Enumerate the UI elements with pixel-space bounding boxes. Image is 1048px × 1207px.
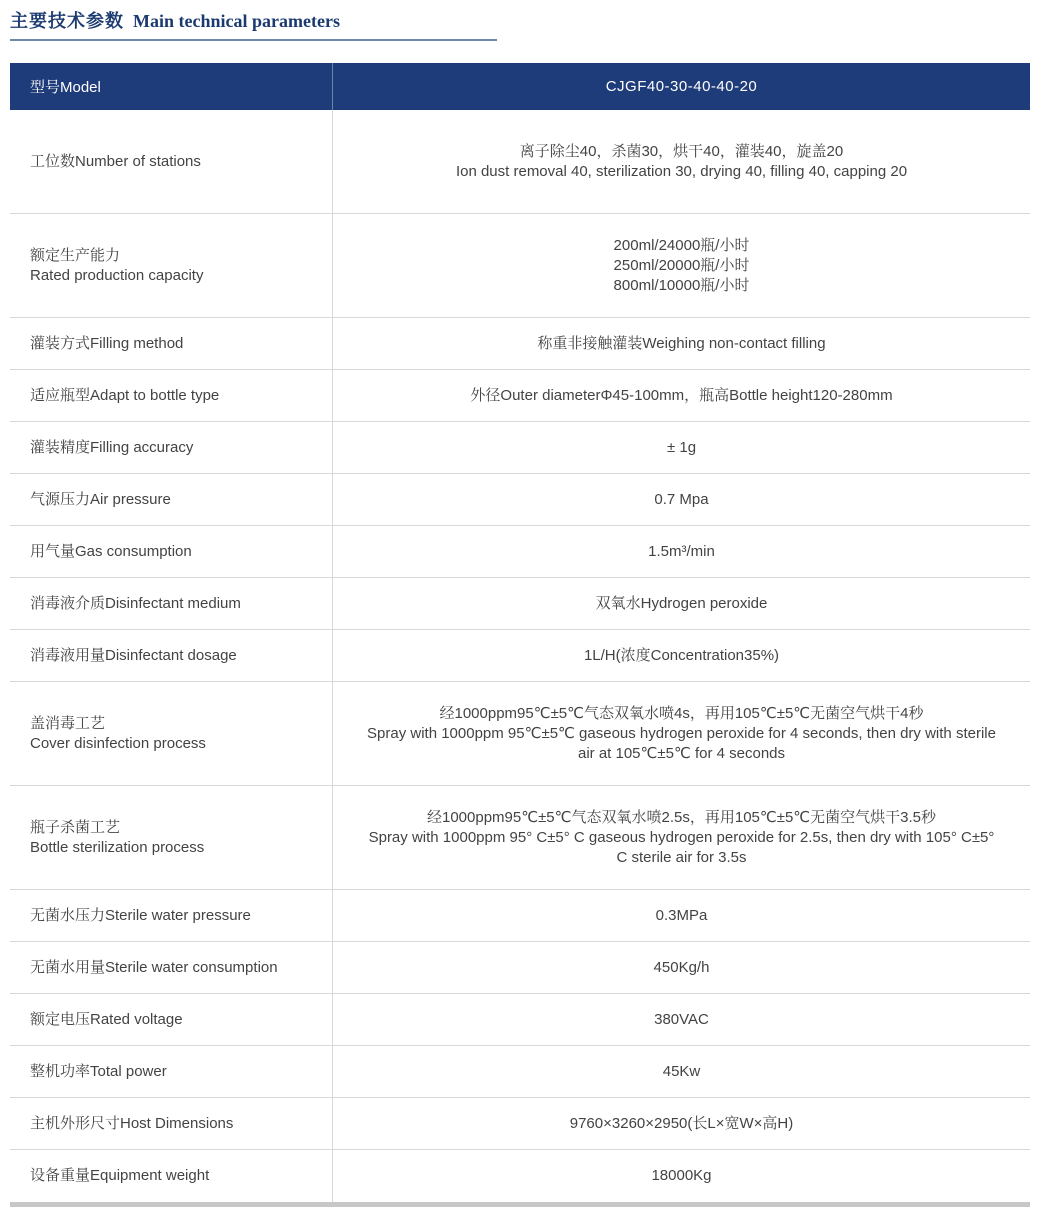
parameter-label-line: 消毒液用量Disinfectant dosage [30, 646, 237, 664]
parameter-label-line: 无菌水压力Sterile water pressure [30, 906, 251, 924]
page-title-line [10, 10, 1030, 32]
parameter-label-cell [10, 994, 333, 1045]
parameter-value-cell [333, 1046, 1030, 1097]
parameter-label-cell [10, 578, 333, 629]
parameter-label-line: 工位数Number of stations [30, 152, 201, 170]
table-bottom-bar [10, 1202, 1030, 1207]
parameter-value-cell [333, 630, 1030, 681]
parameter-value-line: 外径Outer diameterΦ45-100mm，瓶高Bottle height120-280mm [470, 386, 893, 404]
table-row [10, 214, 1030, 318]
table-row [10, 786, 1030, 890]
parameter-value-cell [333, 1098, 1030, 1149]
parameter-label-cell [10, 526, 333, 577]
parameter-label-line: 盖消毒工艺 [30, 714, 106, 732]
page-title [10, 8, 1030, 41]
parameter-label-line: 灌装方式Filling method [30, 334, 184, 352]
parameter-label-cell [10, 942, 333, 993]
page-title-zh: 主要技术参数 [10, 11, 124, 31]
parameter-label-line: 气源压力Air pressure [30, 490, 171, 508]
parameter-label-cell [10, 890, 333, 941]
parameter-value-cell [333, 890, 1030, 941]
parameter-label-cell [10, 318, 333, 369]
parameter-label-line: 用气量Gas consumption [30, 542, 192, 560]
parameter-label-cell [10, 682, 333, 785]
parameter-label-line: 适应瓶型Adapt to bottle type [30, 386, 220, 404]
parameter-label-line: 无菌水用量Sterile water consumption [30, 958, 278, 976]
table-row [10, 1150, 1030, 1202]
parameter-value-line: 45Kw [662, 1062, 701, 1080]
parameter-value-line: 450Kg/h [653, 958, 710, 976]
table-row [10, 890, 1030, 942]
parameter-value-line: ± 1g [666, 438, 697, 456]
table-row [10, 318, 1030, 370]
table-row [10, 1046, 1030, 1098]
parameter-value-line: 1L/H(浓度Concentration35%) [583, 646, 780, 664]
parameter-value-cell [333, 942, 1030, 993]
parameter-label-cell [10, 786, 333, 889]
parameter-value-line: 9760×3260×2950(长L×宽W×高H) [569, 1114, 794, 1132]
parameter-value-line: 250ml/20000瓶/小时 [613, 256, 750, 274]
table-row [10, 526, 1030, 578]
table-row [10, 110, 1030, 214]
parameter-label-line: Bottle sterilization process [30, 838, 205, 856]
parameter-label-line: 主机外形尺寸Host Dimensions [30, 1114, 234, 1132]
table-row [10, 630, 1030, 682]
parameter-label-line: 额定生产能力 [30, 246, 121, 264]
page-title-en: Main technical parameters [133, 11, 340, 31]
parameter-label-cell [10, 1150, 333, 1202]
parameter-value-line: 380VAC [654, 1010, 709, 1028]
parameter-value-line: 800ml/10000瓶/小时 [613, 276, 750, 294]
parameter-value-line: Ion dust removal 40, sterilization 30, drying 40, filling 40, capping 20 [455, 162, 908, 180]
table-row [10, 682, 1030, 786]
parameter-label-line: Rated production capacity [30, 266, 204, 284]
parameter-value-line: 200ml/24000瓶/小时 [613, 236, 750, 254]
parameter-label-line: 灌装精度Filling accuracy [30, 438, 194, 456]
parameter-label-cell [10, 474, 333, 525]
parameter-value-line: 离子除尘40，杀菌30，烘干40，灌装40，旋盖20 [519, 142, 844, 160]
table-row [10, 422, 1030, 474]
parameter-value-cell [333, 110, 1030, 213]
parameter-value-line: 称重非接触灌装Weighing non-contact filling [537, 334, 826, 352]
parameter-value-line: Spray with 1000ppm 95° C±5° C gaseous hydrogen peroxide for 2.5s, then dry with 105° C±5° C sterile air for 3.5s [368, 828, 995, 866]
parameters-table [10, 63, 1030, 1207]
parameter-value-cell [333, 318, 1030, 369]
parameter-label-line: 额定电压Rated voltage [30, 1010, 183, 1028]
table-header-row [10, 63, 1030, 110]
table-row [10, 942, 1030, 994]
model-header-cell: 型号Model [10, 63, 333, 110]
table-row [10, 578, 1030, 630]
parameter-value-line: 双氧水Hydrogen peroxide [595, 594, 768, 612]
title-underline [10, 39, 497, 41]
parameter-value-line: 0.3MPa [655, 906, 708, 924]
parameter-value-line: 1.5m³/min [648, 542, 715, 560]
model-number-cell: CJGF40-30-40-40-20 [605, 78, 758, 95]
parameter-label-cell [10, 1098, 333, 1149]
parameter-value-cell [333, 422, 1030, 473]
parameter-label-cell [10, 110, 333, 213]
parameter-label-line: 瓶子杀菌工艺 [30, 818, 121, 836]
table-row [10, 370, 1030, 422]
table-body [10, 110, 1030, 1202]
parameter-value-cell [333, 786, 1030, 889]
table-row [10, 994, 1030, 1046]
parameter-label-cell [10, 630, 333, 681]
parameter-label-cell [10, 370, 333, 421]
parameter-value-line: 经1000ppm95℃±5℃气态双氧水喷2.5s，再用105℃±5℃无菌空气烘干3.5秒 [427, 808, 936, 826]
parameter-value-cell [333, 526, 1030, 577]
parameter-value-line: 0.7 Mpa [654, 490, 709, 508]
parameter-value-line: 经1000ppm95℃±5℃气态双氧水喷4s，再用105℃±5℃无菌空气烘干4秒 [439, 704, 924, 722]
parameter-value-cell [333, 994, 1030, 1045]
parameter-label-line: 设备重量Equipment weight [30, 1167, 210, 1184]
parameter-value-line: Spray with 1000ppm 95℃±5℃ gaseous hydrogen peroxide for 4 seconds, then dry with sterile air at 105℃±5℃ for 4 seconds [367, 724, 996, 762]
parameter-label-cell [10, 1046, 333, 1097]
parameter-label-line: 整机功率Total power [30, 1062, 167, 1080]
parameter-value-cell [333, 578, 1030, 629]
parameter-value-cell [333, 682, 1030, 785]
parameter-value-cell [333, 370, 1030, 421]
parameter-label-cell [10, 422, 333, 473]
parameter-label-line: 消毒液介质Disinfectant medium [30, 594, 241, 612]
parameter-value-cell [333, 1150, 1030, 1202]
parameter-value-line: 18000Kg [651, 1167, 712, 1184]
parameter-value-cell [333, 474, 1030, 525]
table-row [10, 474, 1030, 526]
parameter-label-line: Cover disinfection process [30, 734, 206, 752]
table-row [10, 1098, 1030, 1150]
parameter-label-cell [10, 214, 333, 317]
parameter-value-cell [333, 214, 1030, 317]
